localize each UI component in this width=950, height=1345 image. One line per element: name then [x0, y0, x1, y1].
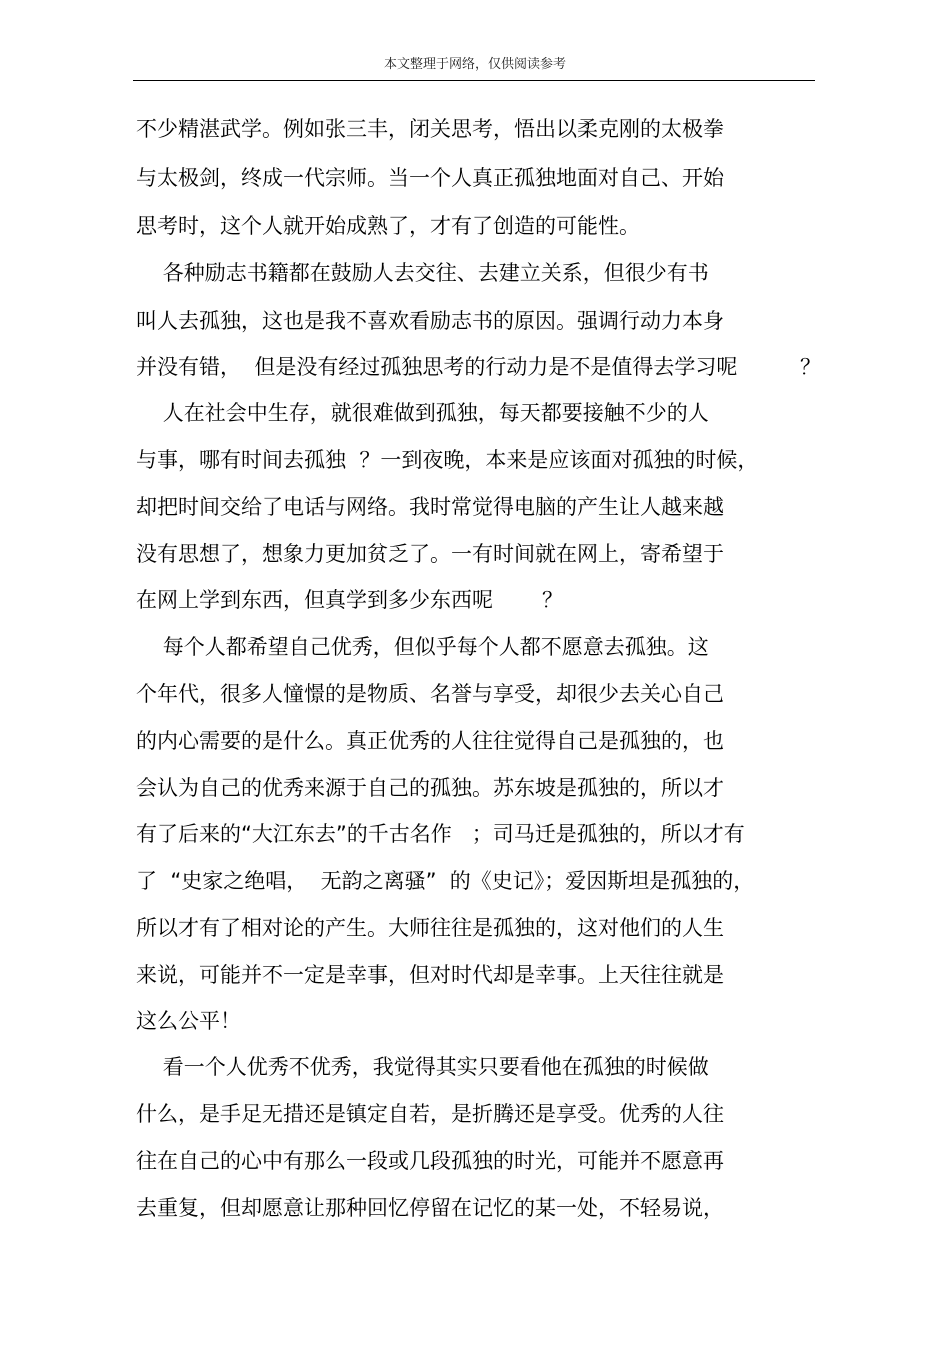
text-line: 却把时间交给了电话与网络。我时常觉得电脑的产生让人越来越 — [136, 495, 724, 519]
page-header: 本文整理于网络，仅供阅读参考 — [383, 57, 566, 72]
text-line: 去重复，但却愿意让那种回忆停留在记忆的某一处，不轻易说， — [136, 1196, 724, 1220]
text-line: 来说，可能并不一定是幸事，但对时代却是幸事。上天往往就是 — [136, 963, 724, 987]
text-line: 什么，是手足无措还是镇定自若，是折腾还是享受。优秀的人往 — [136, 1102, 724, 1126]
text-line: 没有思想了，想象力更加贫乏了。一有时间就在网上，寄希望于 — [136, 542, 724, 566]
text-line: 看一个人优秀不优秀，我觉得其实只要看他在孤独的时候做 — [136, 1055, 709, 1079]
text-line: 不少精湛武学。例如张三丰，闭关思考，悟出以柔克刚的太极拳 — [136, 117, 724, 141]
text-line: 各种励志书籍都在鼓励人去交往、去建立关系，但很少有书 — [136, 261, 709, 285]
text-line: 往在自己的心中有那么一段或几段孤独的时光，可能并不愿意再 — [136, 1149, 724, 1173]
text-line: 这么公平！ — [136, 1009, 241, 1033]
question-mark: ？ — [542, 588, 563, 612]
text-line: 每个人都希望自己优秀，但似乎每个人都不愿意去孤独。这 — [136, 635, 709, 659]
text-line: 了 “史家之绝唱， 无韵之离骚” 的《史记》；爱因斯坦是孤独的， — [136, 869, 755, 893]
text-line: 并没有错， 但是没有经过孤独思考的行动力是不是值得去学习呢 — [136, 355, 738, 379]
text-line: 个年代，很多人憧憬的是物质、名誉与享受，却很少去关心自己 — [136, 682, 724, 706]
text-line: 所以才有了相对论的产生。大师往往是孤独的，这对他们的人生 — [136, 916, 724, 940]
header-divider — [133, 80, 815, 81]
text-line: 在网上学到东西，但真学到多少东西呢 — [136, 588, 493, 612]
text-line: 与事，哪有时间去孤独 ？一到夜晚，本来是应该面对孤独的时候， — [136, 448, 759, 472]
text-line: 人在社会中生存，就很难做到孤独，每天都要接触不少的人 — [136, 401, 709, 425]
text-line: 思考时，这个人就开始成熟了，才有了创造的可能性。 — [136, 214, 640, 238]
text-line: 与太极剑，终成一代宗师。当一个人真正孤独地面对自己、开始 — [136, 166, 724, 190]
text-line: 有了后来的“大江东去”的千古名作 ；司马迁是孤独的，所以才有 — [136, 822, 745, 846]
text-line: 会认为自己的优秀来源于自己的孤独。苏东坡是孤独的，所以才 — [136, 776, 724, 800]
text-line: 的内心需要的是什么。真正优秀的人往往觉得自己是孤独的，也 — [136, 729, 724, 753]
text-line: 叫人去孤独，这也是我不喜欢看励志书的原因。强调行动力本身 — [136, 309, 724, 333]
question-mark: ？ — [800, 355, 821, 379]
